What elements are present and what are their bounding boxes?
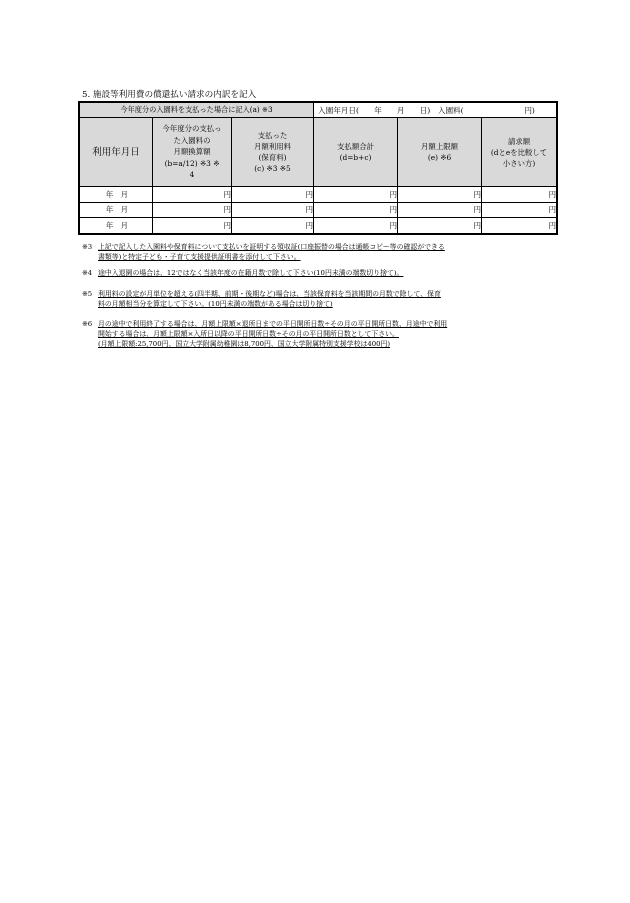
claim-amount-cell[interactable]: 円 bbox=[482, 187, 557, 203]
admission-date-field[interactable]: 入園年月日( 年 月 日) 入園料( 円) bbox=[314, 103, 557, 118]
header-claim-amount: 請求額 (dとeを比較して 小さい方) bbox=[482, 118, 557, 187]
total-paid-cell[interactable]: 円 bbox=[314, 187, 398, 203]
claim-amount-cell[interactable]: 円 bbox=[482, 218, 557, 234]
data-row bbox=[80, 218, 557, 234]
monthly-cap-cell[interactable]: 円 bbox=[398, 202, 482, 218]
claim-amount-cell[interactable]: 円 bbox=[482, 202, 557, 218]
header-row bbox=[80, 118, 557, 187]
monthly-cap-cell[interactable]: 円 bbox=[398, 187, 482, 203]
note-3: ※3 上記で記入した入園料や保育料について支払いを証明する領収証(口座振替の場合は通帳コピー等の確認ができる 書類等)と特定子ども・子育て支援提供証明書を添付して下さい。 bbox=[82, 243, 445, 262]
header-usage-date: 利用年月日 bbox=[80, 118, 153, 187]
admission-label: 今年度分の入園料を支払った場合に記入(a) ※3 bbox=[80, 103, 314, 118]
header-total-paid: 支払額合計 (d=b+c) bbox=[314, 118, 398, 187]
monthly-admission-cell[interactable]: 円 bbox=[153, 202, 232, 218]
monthly-admission-cell[interactable]: 円 bbox=[153, 218, 232, 234]
monthly-cap-cell[interactable]: 円 bbox=[398, 218, 482, 234]
usage-date-cell[interactable]: 年 月 bbox=[80, 187, 153, 203]
data-row bbox=[80, 202, 557, 218]
monthly-fee-cell[interactable]: 円 bbox=[232, 202, 314, 218]
note-4: ※4 途中入退園の場合は、12ではなく当該年度の在籍月数で除して下さい(10円未満の端数切り捨て)。 bbox=[82, 269, 404, 277]
reimbursement-table bbox=[79, 102, 557, 234]
data-row bbox=[80, 187, 557, 203]
note-5: ※5 利用料の設定が月単位を超える(四半期、前期・後期など)場合は、当該保育料を当該期間の月数で除して、保育 料の月額相当分を算定して下さい。(10円未満の端数がある場合は切り捨て) bbox=[82, 290, 441, 309]
monthly-admission-cell[interactable]: 円 bbox=[153, 187, 232, 203]
header-monthly-admission: 今年度分の支払っ た入園料の 月額換算額 (b=a/12) ※3 ※ 4 bbox=[153, 118, 232, 187]
total-paid-cell[interactable]: 円 bbox=[314, 218, 398, 234]
usage-date-cell[interactable]: 年 月 bbox=[80, 202, 153, 218]
header-monthly-cap: 月額上限額 (e) ※6 bbox=[398, 118, 482, 187]
header-monthly-fee: 支払った 月額利用料 (保育料) (c) ※3 ※5 bbox=[232, 118, 314, 187]
monthly-fee-cell[interactable]: 円 bbox=[232, 218, 314, 234]
note-6: ※6 月の途中で利用終了する場合は、月額上限額×退所日までの平日開所日数÷その月の平日開所日数、月途中で利用 開始する場合は、月額上限額×入所日以降の平日開所日数÷その月の平日開所日数として下さい。 (月額上限額:25,700円、国立大学附属幼稚園は8,700円、国立大学附属特別支援学校は400円) bbox=[82, 320, 448, 349]
total-paid-cell[interactable]: 円 bbox=[314, 202, 398, 218]
usage-date-cell[interactable]: 年 月 bbox=[80, 218, 153, 234]
section-title: 5. 施設等利用費の償還払い請求の内訳を記入 bbox=[82, 90, 257, 100]
admission-row bbox=[80, 103, 557, 118]
monthly-fee-cell[interactable]: 円 bbox=[232, 187, 314, 203]
